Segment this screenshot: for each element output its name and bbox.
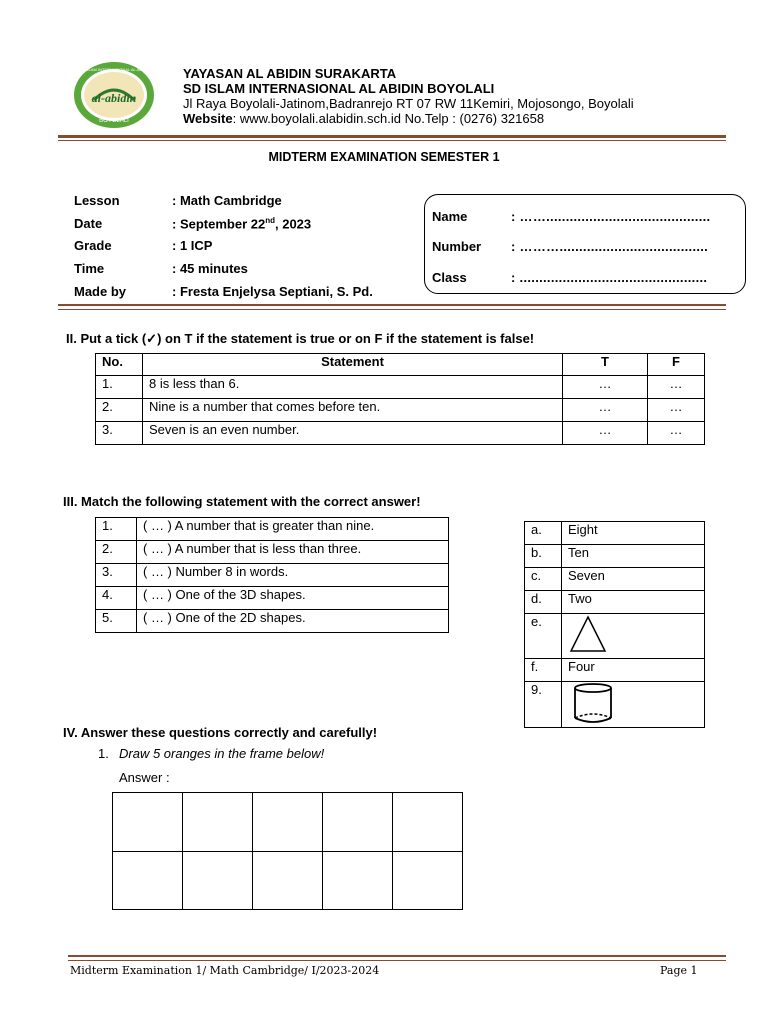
exam-title: MIDTERM EXAMINATION SEMESTER 1 <box>268 150 500 164</box>
table-row: 2. Nine is a number that comes before ten. … … <box>96 399 705 422</box>
table-row: 5. ( … ) One of the 2D shapes. <box>96 610 449 633</box>
table-row: b. Ten <box>525 545 705 568</box>
table-row: c. Seven <box>525 568 705 591</box>
cylinder-icon <box>568 682 618 724</box>
table-row: 1. ( … ) A number that is greater than nine. <box>96 518 449 541</box>
class-label: Class <box>432 270 467 285</box>
logo-text: al-abidin <box>91 91 137 105</box>
cylinder-shape-cell <box>562 682 705 728</box>
name-label: Name <box>432 209 468 224</box>
match-answers-table <box>524 521 705 728</box>
date-label: Date <box>74 216 103 231</box>
triangle-shape-cell <box>562 614 705 659</box>
drawing-frame[interactable] <box>112 792 463 910</box>
date-value: : September 22nd, 2023 <box>172 216 312 232</box>
svg-text:SD ISLAM INTERNASIONAL AL ABID: SD ISLAM INTERNASIONAL AL ABIDIN <box>78 67 150 72</box>
grade-value: : 1 ICP <box>172 238 213 253</box>
triangle-icon <box>568 614 608 654</box>
answer-t-cell[interactable]: … <box>563 422 648 445</box>
table-row: 3. Seven is an even number. … … <box>96 422 705 445</box>
section3-title: III. Match the following statement with the correct answer! <box>63 494 421 509</box>
table-row: e. <box>525 614 705 659</box>
table-row: d. Two <box>525 591 705 614</box>
number-field[interactable]: : ………...................................... <box>511 239 709 254</box>
table-row: 3. ( … ) Number 8 in words. <box>96 564 449 587</box>
name-field[interactable]: : …….......................................... <box>511 209 711 224</box>
class-field[interactable]: : ................................................ <box>511 270 708 285</box>
footer-rule-thin <box>68 960 726 961</box>
school-name: SD ISLAM INTERNASIONAL AL ABIDIN BOYOLALI <box>183 81 495 96</box>
table-row: 4. ( … ) One of the 3D shapes. <box>96 587 449 610</box>
q1-text: Draw 5 oranges in the frame below! <box>119 746 325 761</box>
answer-f-cell[interactable]: … <box>648 422 705 445</box>
answer-f-cell[interactable]: … <box>648 399 705 422</box>
time-value: : 45 minutes <box>172 261 248 276</box>
table-row: a. Eight <box>525 522 705 545</box>
q1-number: 1. <box>98 746 109 761</box>
table-row: 2. ( … ) A number that is less than three. <box>96 541 449 564</box>
answer-t-cell[interactable]: … <box>563 376 648 399</box>
answer-label: Answer : <box>119 770 170 785</box>
header-rule <box>58 135 726 138</box>
page-number: Page 1 <box>660 964 698 977</box>
madeby-label: Made by <box>74 284 127 299</box>
svg-text:BOYOLALI: BOYOLALI <box>99 118 129 124</box>
table-row: 1. 8 is less than 6. … … <box>96 376 705 399</box>
time-label: Time <box>74 261 105 276</box>
lesson-value: : Math Cambridge <box>172 193 282 208</box>
website-contact: : www.boyolali.alabidin.sch.id No.Telp : (0276) 321658 <box>232 111 545 126</box>
header-rule-thin <box>58 140 726 141</box>
madeby-value: : Fresta Enjelysa Septiani, S. Pd. <box>172 284 373 299</box>
lesson-label: Lesson <box>74 193 120 208</box>
section4-title: IV. Answer these questions correctly and carefully! <box>63 725 378 740</box>
school-contact <box>183 111 544 127</box>
footer-rule <box>68 955 726 957</box>
footer-left: Midterm Examination 1/ Math Cambridge/ I/2023-2024 <box>70 964 380 977</box>
website-label: Website <box>183 111 233 126</box>
number-label: Number <box>432 239 482 254</box>
school-address: Jl Raya Boyolali-Jatinom,Badranrejo RT 07 RW 11Kemiri, Mojosongo, Boyolali <box>183 96 634 111</box>
table-row: 9. <box>525 682 705 728</box>
info-rule-thin <box>58 309 726 310</box>
answer-f-cell[interactable]: … <box>648 376 705 399</box>
table-row: f. Four <box>525 659 705 682</box>
info-rule <box>58 304 726 306</box>
answer-t-cell[interactable]: … <box>563 399 648 422</box>
true-false-table: No. Statement T F 1. 8 is less than 6. … … 2. Nine is a number that comes before ten. … … 3. Seven is an even number. … … <box>95 353 705 445</box>
foundation-name: YAYASAN AL ABIDIN SURAKARTA <box>183 66 397 81</box>
section2-title: II. Put a tick (✓) on T if the statement is true or on F if the statement is false! <box>66 331 535 346</box>
match-questions-table <box>95 517 449 633</box>
school-logo <box>72 60 156 130</box>
grade-label: Grade <box>74 238 112 253</box>
